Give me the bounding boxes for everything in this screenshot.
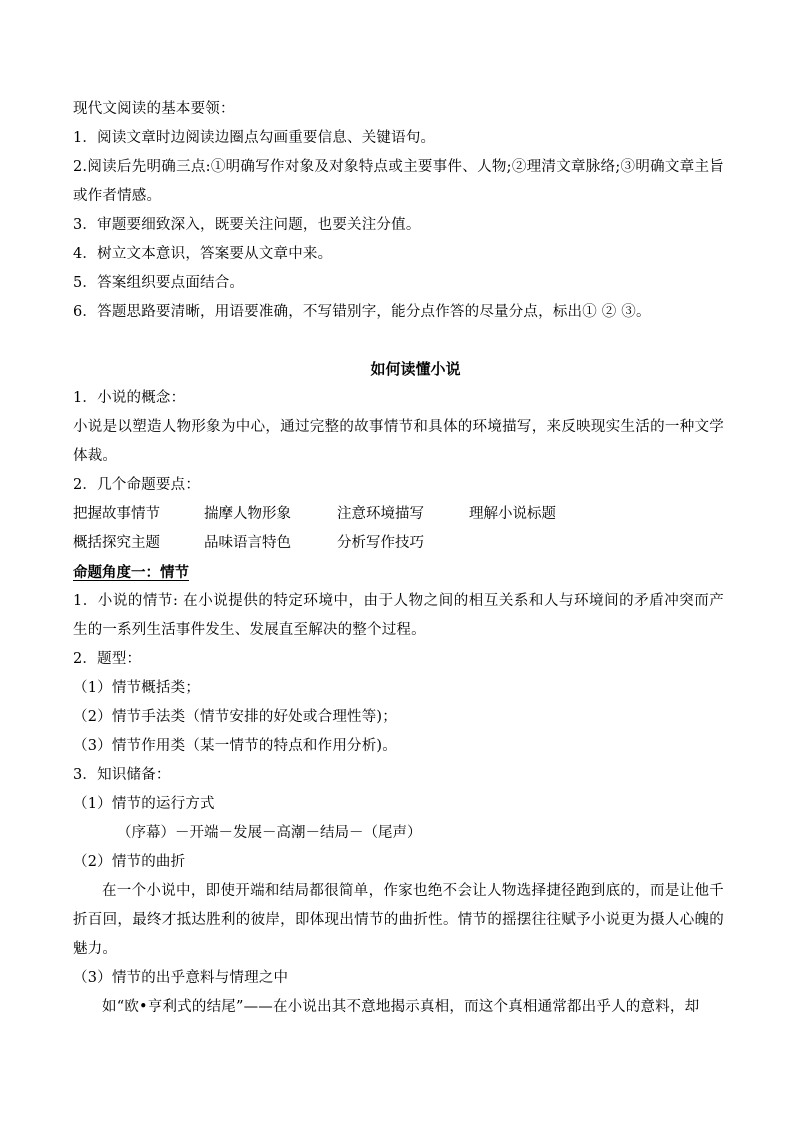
intro-heading: 现代文阅读的基本要领： [73,101,235,117]
intro-item-3: 3．审题要细致深入，既要关注问题，也要关注分值。 [73,217,421,233]
novel-concept-label: 1．小说的概念： [73,390,186,406]
angle1-type-1: （1）情节概括类； [73,680,201,696]
angle1-type-3: （3）情节作用类（某一情节的特点和作用分析)。 [73,738,397,754]
angle1-definition: 1．小说的情节: 在小说提供的特定环境中，由于人物之间的相互关系和人与环境间的矛盾冲突而产生的一系列生活事件发生、发展直至解决的整个过程。 [73,593,724,638]
intro-item-4: 4．树立文本意识，答案要从文章中来。 [73,246,333,262]
point-title: 理解小说标题 [469,506,556,522]
intro-item-6: 6．答题思路要清晰，用语要准确，不写错别字，能分点作答的尽量分点，标出① ② ③。 [73,304,651,320]
intro-item-5: 5．答案组织要点面结合。 [73,275,245,291]
angle1-k3-text: 如“欧•亨利式的结尾”——在小说出其不意地揭示真相，而这个真相通常都出乎人的意料，却 [102,999,700,1015]
angle1-type-2: （2）情节手法类（情节安排的好处或合理性等)； [73,709,397,725]
angle1-knowledge-label: 3．知识储备： [73,767,171,783]
angle1-k2-text: 在一个小说中，即使开端和结局都很简单，作家也绝不会让人物选择捷径跑到底的，而是让他千折百回，最终才抵达胜利的彼岸，即体现出情节的曲折性。情节的摇摆往往赋予小说更为摄人心魄的魅力。 [73,883,724,957]
angle1-k3-label: （3）情节的出乎意料与情理之中 [73,970,289,986]
angle1-types-label: 2．题型： [73,651,142,667]
novel-points-label: 2．几个命题要点： [73,477,201,493]
novel-points-row-1 [73,500,724,529]
point-language: 品味语言特色 [204,535,291,551]
intro-item-1: 1．阅读文章时边阅读边圈点勾画重要信息、关键语句。 [73,130,436,146]
novel-points-row-2 [73,529,724,558]
point-character: 揣摩人物形象 [204,506,291,522]
point-technique: 分析写作技巧 [337,535,424,551]
section-spacer [73,327,724,355]
novel-title: 如何读懂小说 [370,360,461,378]
intro-item-2: 2.阅读后先明确三点:①明确写作对象及对象特点或主要事件、人物;②理清文章脉络;③明确文章主旨或作者情感。 [73,159,724,204]
angle1-k2-label: （2）情节的曲折 [73,854,186,870]
point-plot: 把握故事情节 [73,506,160,522]
point-theme: 概括探究主题 [73,535,160,551]
angle1-k1-label: （1）情节的运行方式 [73,796,215,812]
angle1-heading: 命题角度一：情节 [73,564,189,581]
angle1-k1-flow: （序幕）－开端－发展－高潮－结局－（尾声） [117,825,422,841]
novel-concept-text: 小说是以塑造人物形象为中心，通过完整的故事情节和具体的环境描写，来反映现实生活的一种文学体裁。 [73,419,724,464]
point-environment: 注意环境描写 [337,506,424,522]
